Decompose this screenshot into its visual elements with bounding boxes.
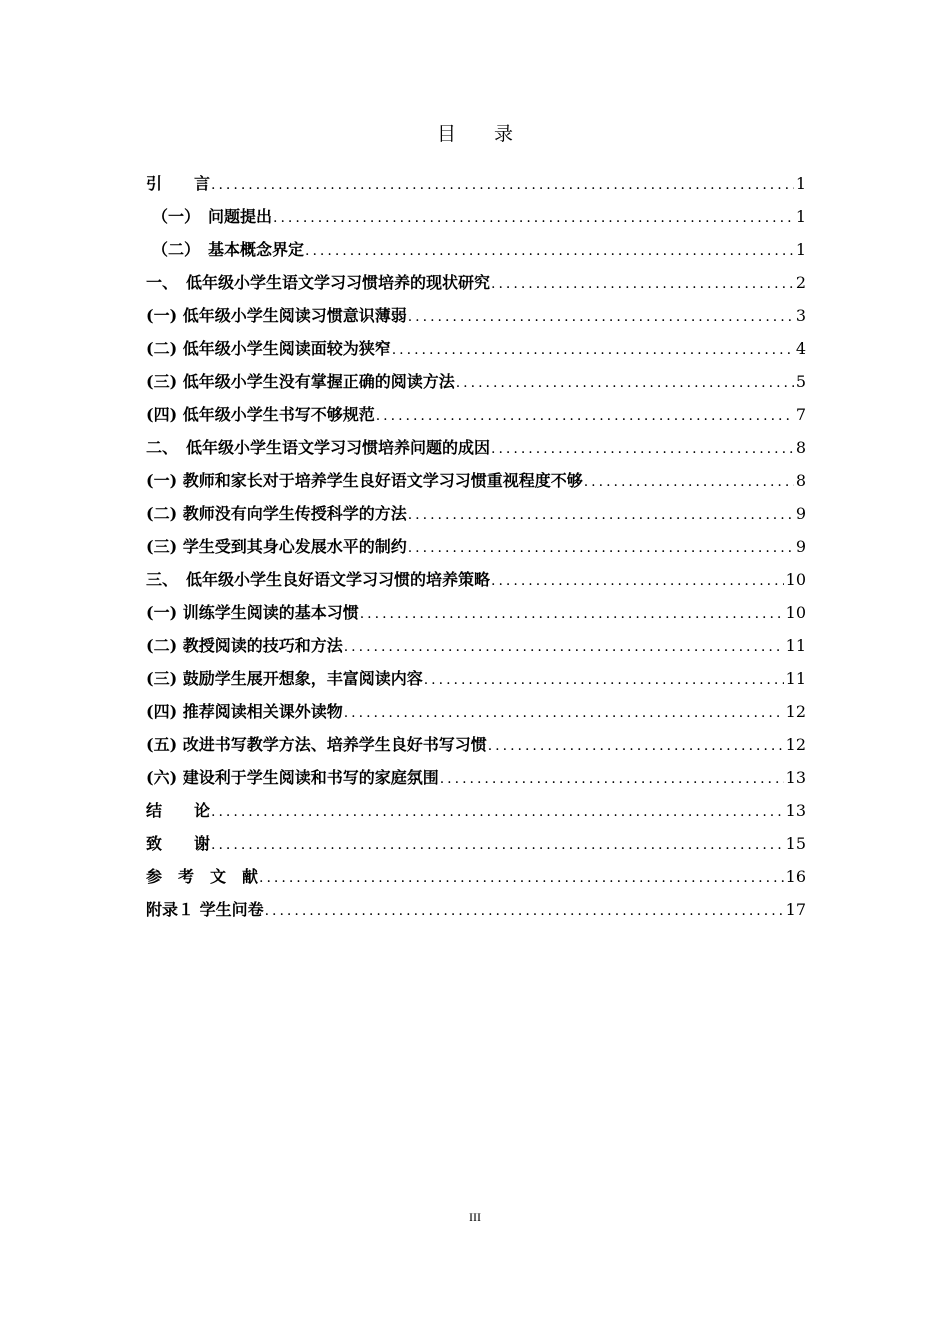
- toc-entry-label: (三) 低年级小学生没有掌握正确的阅读方法: [146, 372, 455, 391]
- toc-dot-leader: [273, 202, 794, 235]
- toc-entry[interactable]: [146, 530, 806, 563]
- toc-entry-page: 10: [785, 570, 806, 589]
- toc-entry-page: 13: [785, 801, 806, 820]
- toc-dot-leader: [488, 730, 784, 763]
- toc-entry[interactable]: [146, 299, 806, 332]
- toc-dot-leader: [344, 631, 784, 664]
- toc-entry-label: 致 谢: [146, 834, 211, 853]
- toc-entry-label: (一) 教师和家长对于培养学生良好语文学习习惯重视程度不够: [146, 471, 583, 490]
- toc-title-char-2: 录: [494, 123, 514, 145]
- toc-entry[interactable]: [146, 827, 806, 860]
- toc-dot-leader: [440, 763, 784, 796]
- toc-list: [146, 167, 806, 926]
- toc-entry[interactable]: [146, 893, 806, 926]
- toc-entry[interactable]: [146, 662, 806, 695]
- toc-entry-page: 8: [795, 438, 806, 457]
- toc-entry[interactable]: [146, 761, 806, 794]
- toc-entry[interactable]: [146, 431, 806, 464]
- toc-entry-page: 12: [785, 735, 806, 754]
- toc-entry[interactable]: [146, 167, 806, 200]
- toc-entry-page: 4: [795, 339, 806, 358]
- toc-entry-label: (六) 建设利于学生阅读和书写的家庭氛围: [146, 768, 439, 787]
- toc-dot-leader: [259, 862, 784, 895]
- toc-entry-page: 3: [795, 306, 806, 325]
- toc-entry-label: （二） 基本概念界定: [152, 240, 305, 259]
- toc-entry-page: 15: [785, 834, 806, 853]
- toc-entry-page: 8: [795, 471, 806, 490]
- toc-entry-label: 三、 低年级小学生良好语文学习习惯的培养策略: [146, 570, 491, 589]
- toc-entry-label: (三) 学生受到其身心发展水平的制约: [146, 537, 407, 556]
- toc-entry-page: 1: [795, 240, 806, 259]
- toc-entry[interactable]: [146, 860, 806, 893]
- toc-dot-leader: [491, 433, 794, 466]
- toc-dot-leader: [424, 664, 784, 697]
- toc-dot-leader: [360, 598, 784, 631]
- toc-dot-leader: [408, 301, 794, 334]
- toc-entry[interactable]: [146, 629, 806, 662]
- toc-entry[interactable]: [146, 596, 806, 629]
- toc-entry-label: (三) 鼓励学生展开想象，丰富阅读内容: [146, 669, 423, 688]
- toc-entry[interactable]: [146, 563, 806, 596]
- toc-entry-page: 12: [785, 702, 806, 721]
- toc-entry-label: 一、 低年级小学生语文学习习惯培养的现状研究: [146, 273, 491, 292]
- toc-entry-label: (二) 低年级小学生阅读面较为狭窄: [146, 339, 391, 358]
- toc-title-char-1: 目: [436, 123, 456, 145]
- toc-dot-leader: [491, 565, 784, 598]
- toc-entry-page: 9: [795, 504, 806, 523]
- toc-dot-leader: [211, 796, 784, 829]
- toc-entry-page: 13: [785, 768, 806, 787]
- toc-entry-label: (一) 低年级小学生阅读习惯意识薄弱: [146, 306, 407, 325]
- toc-dot-leader: [584, 466, 794, 499]
- toc-dot-leader: [344, 697, 784, 730]
- toc-entry-page: 11: [785, 636, 806, 655]
- toc-entry-page: 17: [785, 900, 806, 919]
- toc-dot-leader: [491, 268, 794, 301]
- toc-entry-label: 引 言: [146, 174, 211, 193]
- toc-entry-page: 1: [795, 207, 806, 226]
- toc-entry-label: 参 考 文 献: [146, 867, 259, 886]
- toc-dot-leader: [211, 169, 794, 202]
- toc-entry[interactable]: [146, 332, 806, 365]
- toc-entry-page: 10: [785, 603, 806, 622]
- toc-entry-label: （一） 问题提出: [152, 207, 273, 226]
- toc-entry-page: 9: [795, 537, 806, 556]
- toc-dot-leader: [392, 334, 794, 367]
- toc-entry[interactable]: [146, 398, 806, 431]
- toc-entry-label: (四) 低年级小学生书写不够规范: [146, 405, 375, 424]
- toc-entry-page: 2: [795, 273, 806, 292]
- toc-entry[interactable]: [146, 365, 806, 398]
- toc-entry-page: 16: [785, 867, 806, 886]
- toc-entry-label: (四) 推荐阅读相关课外读物: [146, 702, 343, 721]
- toc-entry[interactable]: [146, 695, 806, 728]
- toc-entry[interactable]: [146, 200, 806, 233]
- toc-entry[interactable]: [146, 233, 806, 266]
- toc-entry-label: 附录１ 学生问卷: [146, 900, 264, 919]
- toc-dot-leader: [265, 895, 784, 928]
- toc-entry[interactable]: [146, 497, 806, 530]
- toc-entry-page: 11: [785, 669, 806, 688]
- toc-dot-leader: [305, 235, 794, 268]
- toc-entry-label: (五) 改进书写教学方法、培养学生良好书写习惯: [146, 735, 487, 754]
- toc-entry[interactable]: [146, 464, 806, 497]
- toc-dot-leader: [211, 829, 784, 862]
- page-number: III: [469, 1210, 481, 1224]
- toc-dot-leader: [376, 400, 794, 433]
- toc-dot-leader: [408, 499, 794, 532]
- toc-dot-leader: [456, 367, 794, 400]
- toc-entry-page: 1: [795, 174, 806, 193]
- toc-entry-page: 7: [795, 405, 806, 424]
- toc-entry-label: (一) 训练学生阅读的基本习惯: [146, 603, 359, 622]
- toc-entry[interactable]: [146, 728, 806, 761]
- toc-dot-leader: [408, 532, 794, 565]
- toc-entry-label: (二) 教授阅读的技巧和方法: [146, 636, 343, 655]
- toc-entry[interactable]: [146, 794, 806, 827]
- toc-entry-label: (二) 教师没有向学生传授科学的方法: [146, 504, 407, 523]
- toc-entry[interactable]: [146, 266, 806, 299]
- toc-entry-label: 二、 低年级小学生语文学习习惯培养问题的成因: [146, 438, 491, 457]
- toc-entry-page: 5: [795, 372, 806, 391]
- toc-entry-label: 结 论: [146, 801, 211, 820]
- toc-title: [0, 119, 950, 146]
